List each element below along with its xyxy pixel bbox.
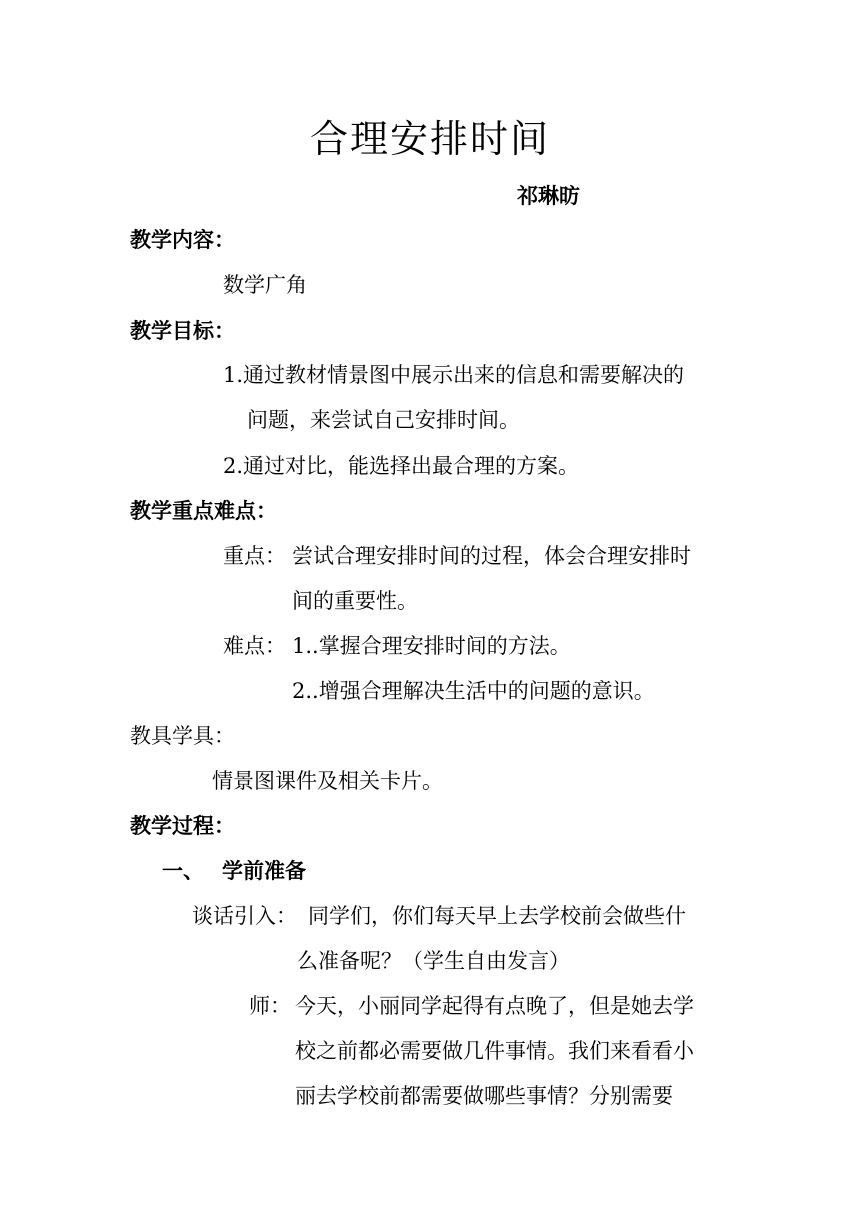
author-name: 祁琳昉 [517,183,580,208]
content-text: 数学广角 [223,273,307,297]
goal2-text: 2.通过对比，能选择出最合理的方案。 [223,454,580,478]
goals-heading: 教学目标： [130,318,235,343]
document-title: 合理安排时间 [309,117,550,161]
difficulty-label: 难点： [223,634,286,658]
step1-title: 学前准备 [222,858,306,883]
content-heading: 教学内容： [130,227,235,252]
teacher-label: 师： [249,994,291,1018]
difficulty1-text: 1..掌握合理安排时间的方法。 [292,634,571,658]
step1-number: 一、 [162,858,204,883]
teacher-line3: 丽去学校前都需要做哪些事情？分别需要 [295,1084,673,1108]
tools-heading: 教具学具： [130,724,235,748]
key-line1: 尝试合理安排时间的过程，体会合理安排时 [292,544,691,568]
key-line2: 间的重要性。 [292,589,418,613]
intro-label: 谈话引入： [192,904,297,928]
keypoints-heading: 教学重点难点： [130,498,277,523]
goal1-line2: 问题，来尝试自己安排时间。 [247,408,520,432]
teacher-line2: 校之前都必需要做几件事情。我们来看看小 [295,1039,694,1063]
intro-line2: 么准备呢？（学生自由发言） [297,949,570,973]
difficulty2-text: 2..增强合理解决生活中的问题的意识。 [292,679,655,703]
goal1-line1: 1.通过教材情景图中展示出来的信息和需要解决的 [223,363,685,387]
intro-line1: 同学们，你们每天早上去学校前会做些什 [308,904,686,928]
tools-text: 情景图课件及相关卡片。 [212,769,443,793]
process-heading: 教学过程： [130,813,235,838]
key-label: 重点： [223,544,286,568]
teacher-line1: 今天，小丽同学起得有点晚了，但是她去学 [295,994,694,1018]
